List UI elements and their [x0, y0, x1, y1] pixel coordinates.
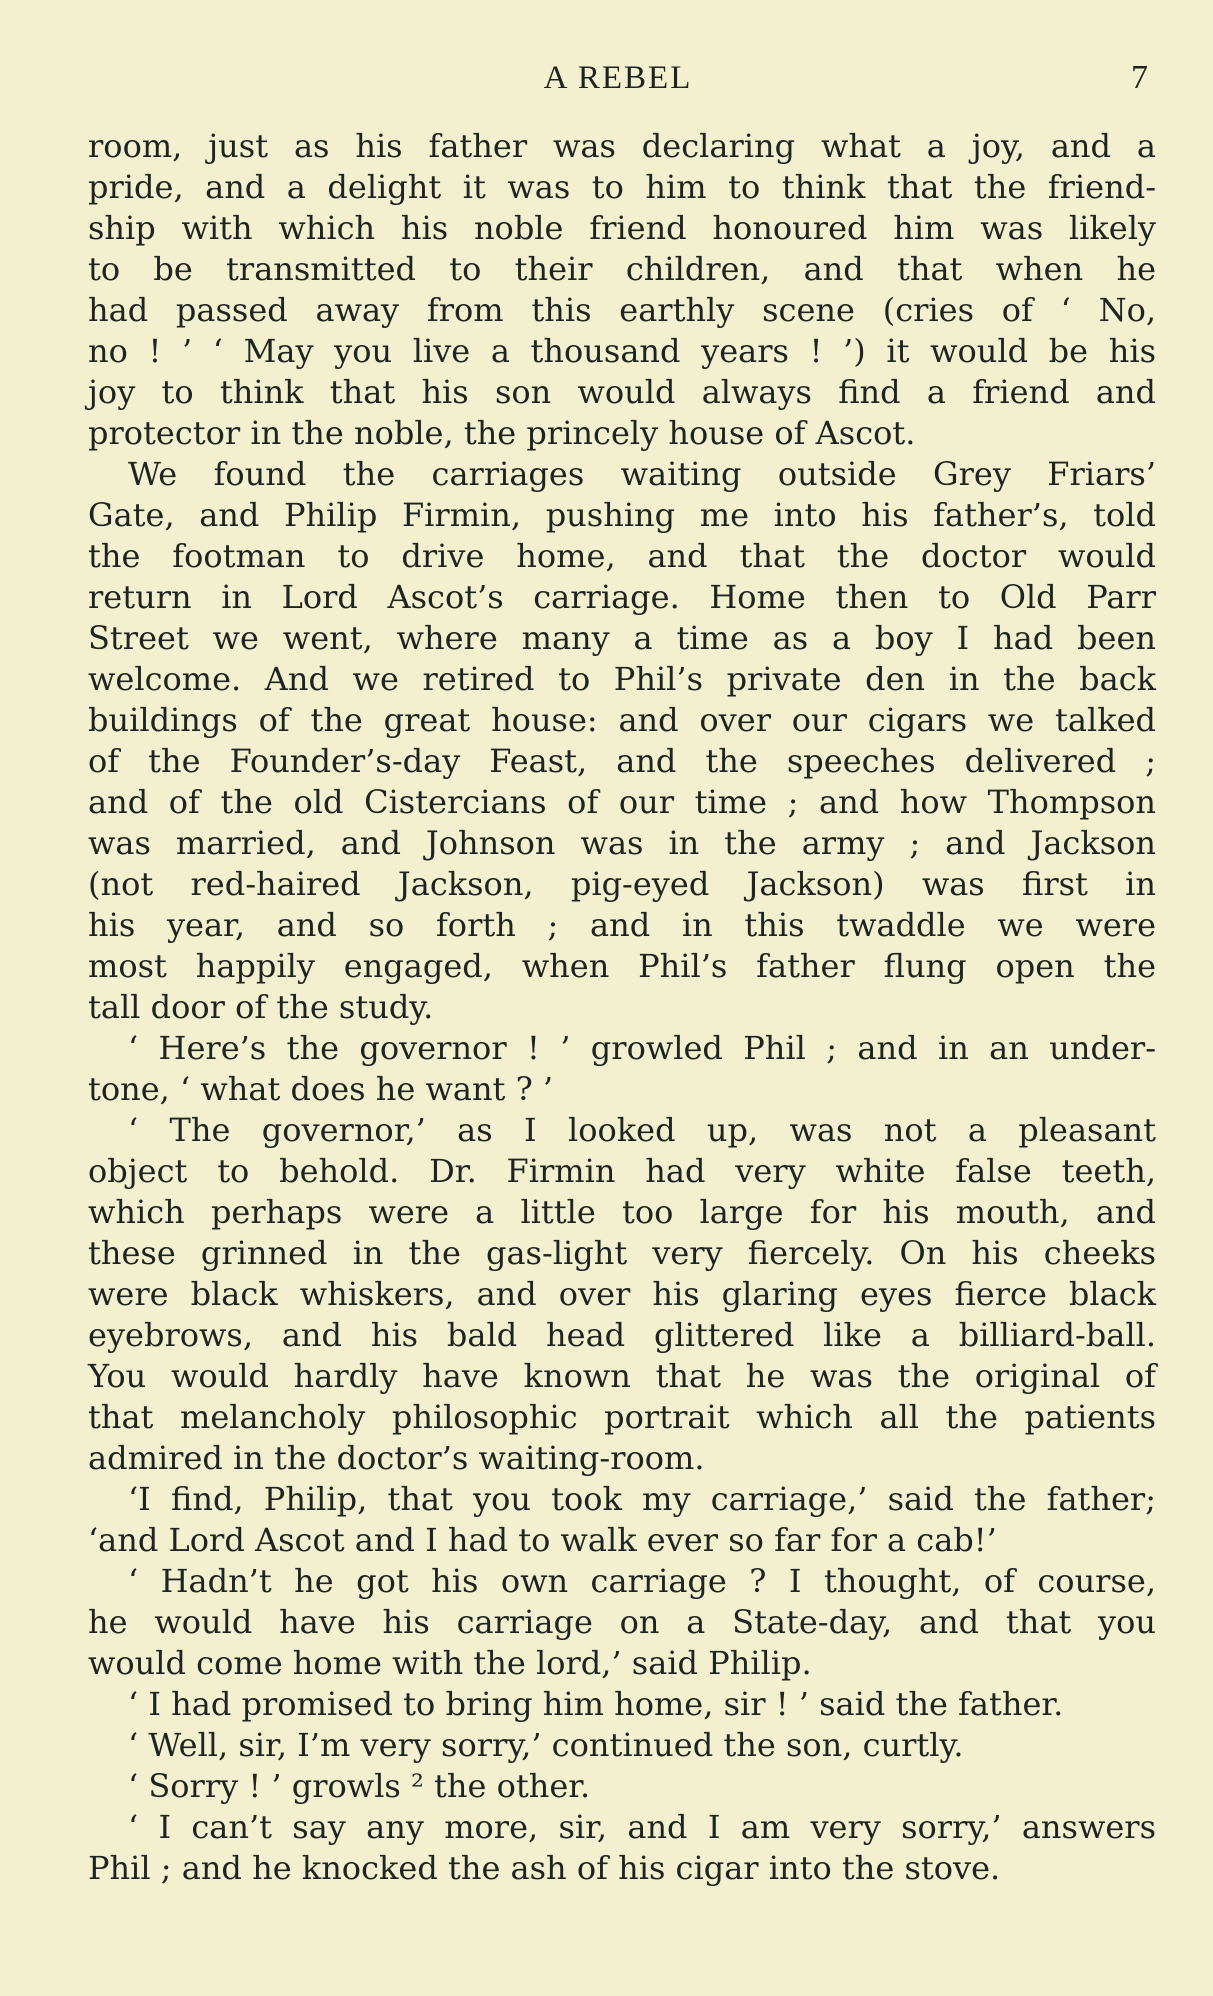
text-line: object to behold. Dr. Firmin had very white false teeth, [88, 1152, 1156, 1190]
text-line: were black whiskers, and over his glaring eyes fierce black [88, 1275, 1156, 1313]
text-line: his year, and so forth ; and in this twaddle we were [88, 906, 1156, 944]
text-line: (not red-haired Jackson, pig-eyed Jackson) was first in [88, 865, 1156, 903]
text-line: that melancholy philosophic portrait which all the patients [88, 1398, 1156, 1436]
page-number: 7 [1131, 59, 1148, 96]
text-line: ‘ Here’s the governor ! ’ growled Phil ; and in an under- [128, 1029, 1156, 1067]
text-line: most happily engaged, when Phil’s father flung open the [88, 947, 1156, 985]
text-line: joy to think that his son would always find a friend and [88, 373, 1156, 411]
text-line: Gate, and Philip Firmin, pushing me into his father’s, told [88, 496, 1156, 534]
text-line: ‘and Lord Ascot and I had to walk ever so far for a cab!’ [88, 1521, 997, 1559]
text-line: buildings of the great house: and over our cigars we talked [88, 701, 1156, 739]
text-line: no ! ’ ‘ May you live a thousand years ! ’) it would be his [88, 332, 1156, 370]
body-text [88, 126, 1156, 1889]
text-line: ‘ I can’t say any more, sir, and I am very sorry,’ answers [128, 1808, 1156, 1846]
text-line: which perhaps were a little too large for his mouth, and [88, 1193, 1156, 1231]
text-line: these grinned in the gas-light very fiercely. On his cheeks [88, 1234, 1156, 1272]
text-line: protector in the noble, the princely house of Ascot. [88, 414, 916, 452]
text-line: eyebrows, and his bald head glittered like a billiard-ball. [88, 1316, 1156, 1354]
text-line: tall door of the study. [88, 988, 434, 1026]
text-line: ‘ I had promised to bring him home, sir ! ’ said the father. [128, 1685, 1064, 1723]
text-line: ‘ Sorry ! ’ growls ² the other. [128, 1767, 591, 1805]
text-line: the footman to drive home, and that the doctor would [88, 537, 1156, 575]
text-line: ‘ The governor,’ as I looked up, was not a pleasant [128, 1111, 1156, 1149]
text-line: room, just as his father was declaring what a joy, and a [88, 127, 1156, 165]
text-line: tone, ‘ what does he want ? ’ [88, 1070, 554, 1108]
text-line: he would have his carriage on a State-day, and that you [88, 1603, 1156, 1641]
text-line: pride, and a delight it was to him to think that the friend- [88, 168, 1156, 206]
text-line: admired in the doctor’s waiting-room. [88, 1439, 705, 1477]
text-line: and of the old Cistercians of our time ; and how Thompson [88, 783, 1156, 821]
text-line: You would hardly have known that he was the original of [88, 1357, 1156, 1395]
text-line: was married, and Johnson was in the army ; and Jackson [88, 824, 1156, 862]
text-line: return in Lord Ascot’s carriage. Home then to Old Parr [88, 578, 1156, 616]
text-line: ‘ Well, sir, I’m very sorry,’ continued the son, curtly. [128, 1726, 964, 1764]
text-line: ‘I find, Philip, that you took my carriage,’ said the father; [128, 1480, 1156, 1518]
text-line: welcome. And we retired to Phil’s private den in the back [88, 660, 1156, 698]
text-line: We found the carriages waiting outside Grey Friars’ [128, 455, 1156, 493]
text-line: had passed away from this earthly scene (cries of ‘ No, [88, 291, 1156, 329]
text-line: of the Founder’s-day Feast, and the speeches delivered ; [88, 742, 1156, 780]
text-line: to be transmitted to their children, and that when he [88, 250, 1156, 288]
text-line: Phil ; and he knocked the ash of his cigar into the stove. [88, 1849, 1001, 1887]
text-line: ship with which his noble friend honoured him was likely [88, 209, 1156, 247]
running-title: A REBEL [543, 60, 693, 96]
text-line: ‘ Hadn’t he got his own carriage ? I thought, of course, [128, 1562, 1156, 1600]
text-line: would come home with the lord,’ said Philip. [88, 1644, 812, 1682]
text-line: Street we went, where many a time as a boy I had been [88, 619, 1156, 657]
running-head [88, 58, 1148, 98]
